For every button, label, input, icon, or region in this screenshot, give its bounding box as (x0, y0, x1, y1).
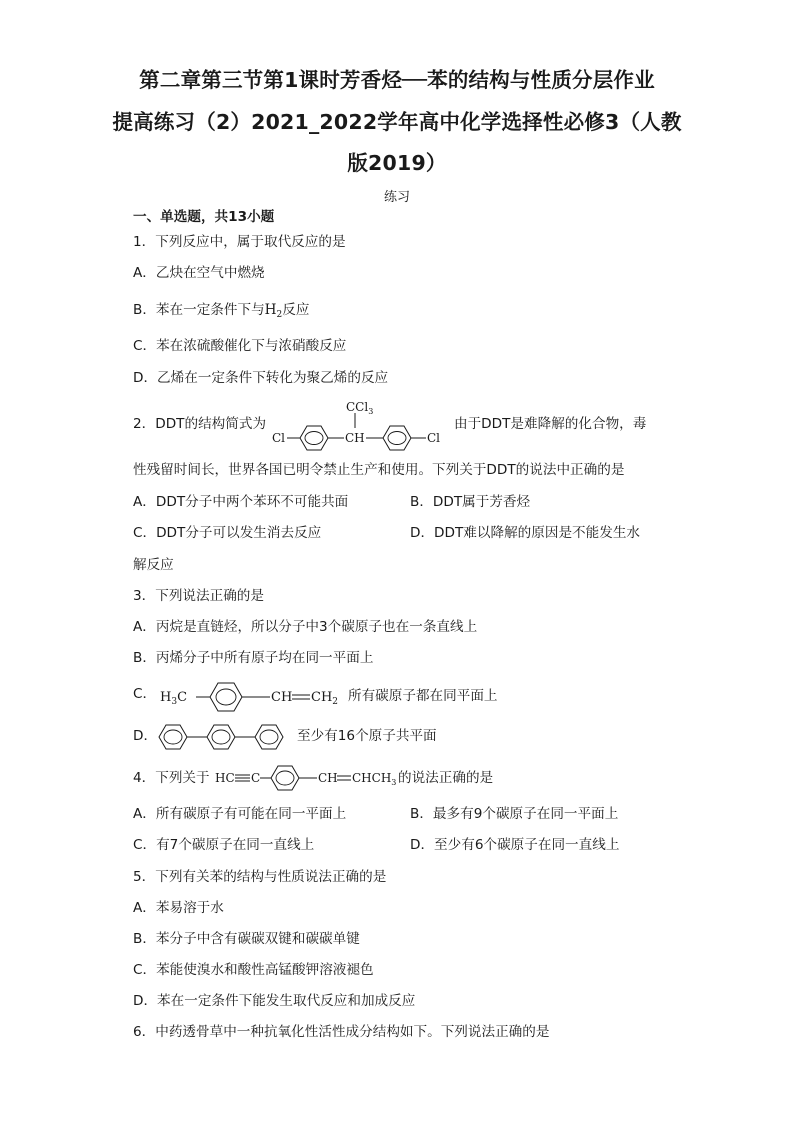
q5-option-a: A．苯易溶于水 (133, 900, 224, 916)
methyl-group: $H_3C$ (160, 690, 188, 707)
q5-stem: 5．下列有关苯的结构与性质说法正确的是 (133, 869, 387, 885)
q1-stem: 1．下列反应中，属于取代反应的是 (133, 234, 346, 250)
q4-option-b: B．最多有9个碳原子在同一平面上 (410, 806, 619, 822)
q2-stem-pre: 2．DDT的结构简式为 (133, 416, 267, 432)
ddt-top-group: CCl$_3$ (346, 400, 374, 416)
methylstyrene-structure (158, 676, 350, 712)
q4-stem-post: 的说法正确的是 (398, 770, 494, 786)
vinyl-ch: CH (271, 690, 293, 705)
q2-option-b: B．DDT属于芳香烃 (410, 494, 531, 510)
q4-option-c: C．有7个碳原子在同一直线上 (133, 837, 315, 853)
q3-option-c-post: 所有碳原子都在同平面上 (348, 688, 498, 704)
q4-ch: CH (318, 771, 338, 785)
q3-option-d-post: 至少有16个原子共平面 (297, 728, 437, 744)
q1-option-b-sub: 2 (276, 310, 283, 320)
ddt-right-cl: Cl (427, 431, 441, 445)
q2-option-d: D．DDT难以降解的原因是不能发生水 (410, 525, 641, 541)
q2-stem-line-2: 性残留时间长，世界各国已明令禁止生产和使用。下列关于DDT的说法中正确的是 (133, 462, 625, 478)
q1-option-b-pre: B．苯在一定条件下与 (133, 302, 265, 318)
q2-option-d-cont: 解反应 (133, 557, 174, 573)
ddt-structure (270, 395, 456, 453)
q6-stem: 6．中药透骨草中一种抗氧化性活性成分结构如下。下列说法正确的是 (133, 1024, 550, 1040)
ddt-left-cl: Cl (272, 431, 286, 445)
q1-option-b (133, 300, 309, 325)
q1-option-b-post: 反应 (282, 302, 310, 318)
q5-option-b: B．苯分子中含有碳碳双键和碳碳单键 (133, 931, 360, 947)
terphenyl-structure (156, 720, 298, 754)
q4-chch3: $CHCH_3$ (352, 771, 397, 787)
q4-option-d: D．至少有6个碳原子在同一直线上 (410, 837, 620, 853)
vinyl-ch2: $CH_2$ (311, 690, 339, 707)
q1-option-a: A．乙炔在空气中燃烧 (133, 265, 265, 281)
q5-option-d: D．苯在一定条件下能发生取代反应和加成反应 (133, 993, 416, 1009)
q1-option-c: C．苯在浓硫酸催化下与浓硝酸反应 (133, 338, 347, 354)
q2-option-a: A．DDT分子中两个苯环不可能共面 (133, 494, 349, 510)
q3-option-a: A．丙烷是直链烃，所以分子中3个碳原子也在一条直线上 (133, 619, 478, 635)
doc-title-line-2: 提高练习（2）2021_2022学年高中化学选择性必修3（人教 (112, 110, 682, 134)
q4-stem-pre: 4．下列关于 (133, 770, 210, 786)
q1-option-d: D．乙烯在一定条件下转化为聚乙烯的反应 (133, 370, 389, 386)
doc-title-line-3: 版2019） (347, 151, 447, 175)
section-heading: 一、单选题，共13小题 (133, 209, 275, 225)
q3-stem: 3．下列说法正确的是 (133, 588, 264, 604)
q3-option-d-label: D． (133, 728, 158, 744)
q3-option-c-label: C． (133, 686, 157, 702)
q4-option-a: A．所有碳原子有可能在同一平面上 (133, 806, 347, 822)
q4-c: C (251, 771, 261, 785)
q3-option-b: B．丙烯分子中所有原子均在同一平面上 (133, 650, 374, 666)
doc-title-line-1: 第二章第三节第1课时芳香烃──苯的结构与性质分层作业 (139, 68, 655, 92)
doc-subtitle: 练习 (383, 190, 410, 205)
ddt-center-ch: CH (345, 431, 365, 445)
q4-hc: HC (215, 771, 235, 785)
q2-stem-post: 由于DDT是难降解的化合物，毒 (454, 416, 647, 432)
q4-structure (213, 761, 399, 795)
q1-option-b-formula: H (264, 302, 277, 318)
q5-option-c: C．苯能使溴水和酸性高锰酸钾溶液褪色 (133, 962, 374, 978)
q2-option-c: C．DDT分子可以发生消去反应 (133, 525, 322, 541)
